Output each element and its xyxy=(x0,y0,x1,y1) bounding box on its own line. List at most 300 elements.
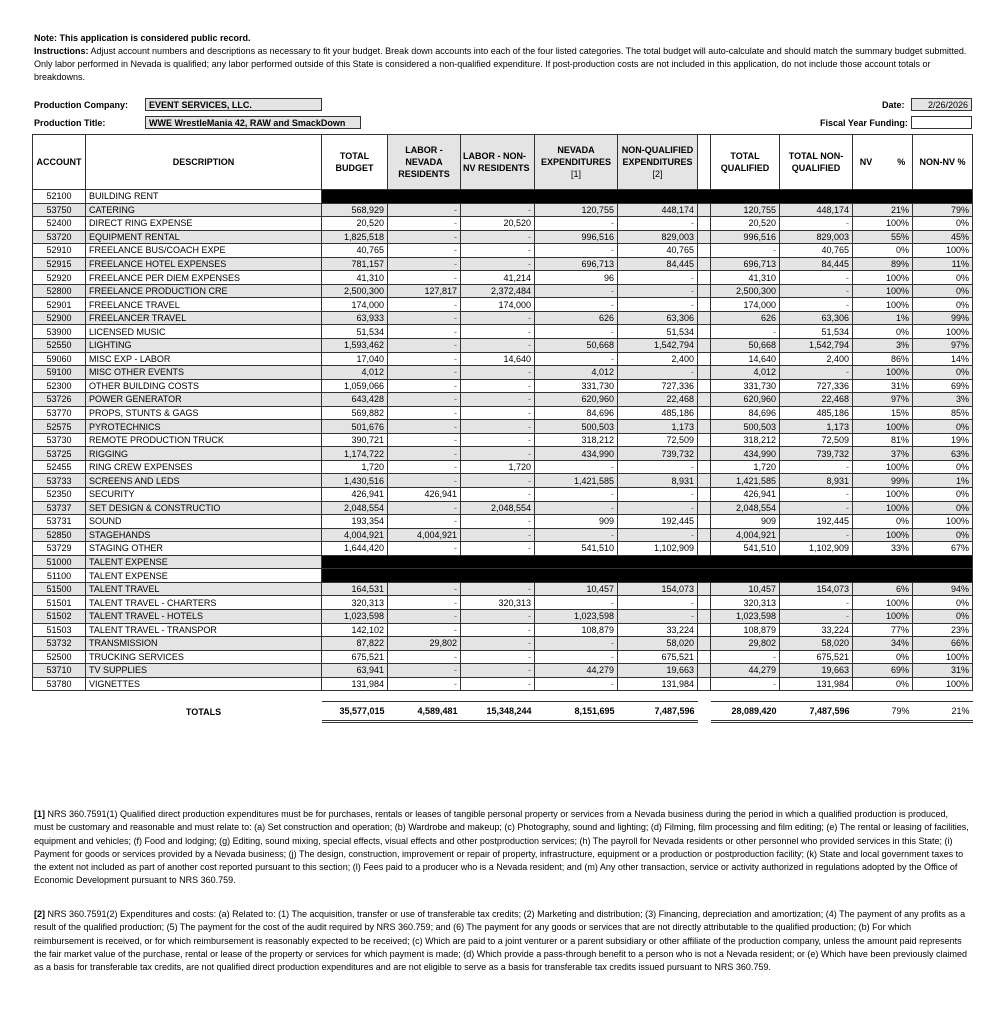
cell-labor-nevada[interactable]: - xyxy=(388,664,461,678)
cell-total-non-qualified[interactable]: 192,445 xyxy=(780,515,853,529)
cell-description[interactable]: TV SUPPLIES xyxy=(86,664,322,678)
cell-non-qualified-expenditures[interactable]: 1,173 xyxy=(618,420,698,434)
cell-non-qualified-expenditures[interactable]: 448,174 xyxy=(618,203,698,217)
cell-total-qualified[interactable]: 331,730 xyxy=(711,379,780,393)
cell-total-budget[interactable]: 87,822 xyxy=(322,637,388,651)
cell-non-nv-pct[interactable]: 100% xyxy=(913,244,973,258)
cell-nv-pct[interactable]: 100% xyxy=(853,501,913,515)
cell-nv-pct[interactable]: 37% xyxy=(853,447,913,461)
cell-total-budget[interactable]: 390,721 xyxy=(322,433,388,447)
cell-total-qualified[interactable]: 41,310 xyxy=(711,271,780,285)
cell-account[interactable]: 53770 xyxy=(33,406,86,420)
cell-total-non-qualified[interactable]: - xyxy=(780,609,853,623)
cell-description[interactable]: OTHER BUILDING COSTS xyxy=(86,379,322,393)
cell-total-non-qualified[interactable]: 2,400 xyxy=(780,352,853,366)
cell-total-budget[interactable]: 1,644,420 xyxy=(322,542,388,556)
cell-nevada-expenditures[interactable]: 84,696 xyxy=(535,406,618,420)
cell-description[interactable]: TRANSMISSION xyxy=(86,637,322,651)
cell-total-qualified[interactable]: 1,421,585 xyxy=(711,474,780,488)
date-field[interactable]: 2/26/2026 xyxy=(911,98,972,111)
cell-total-non-qualified[interactable]: - xyxy=(780,460,853,474)
cell-total-budget[interactable]: 20,520 xyxy=(322,217,388,231)
cell-labor-non-nv[interactable]: - xyxy=(461,325,535,339)
cell-description[interactable]: STAGING OTHER xyxy=(86,542,322,556)
cell-account[interactable]: 52550 xyxy=(33,339,86,353)
cell-total-qualified[interactable]: 626 xyxy=(711,311,780,325)
cell-nv-pct[interactable]: 89% xyxy=(853,257,913,271)
cell-labor-non-nv[interactable]: - xyxy=(461,488,535,502)
cell-total-budget[interactable]: 41,310 xyxy=(322,271,388,285)
cell-total-non-qualified[interactable]: 72,509 xyxy=(780,433,853,447)
cell-account[interactable]: 53730 xyxy=(33,433,86,447)
cell-account[interactable]: 53732 xyxy=(33,637,86,651)
cell-labor-non-nv[interactable]: - xyxy=(461,677,535,691)
cell-total-qualified[interactable]: - xyxy=(711,325,780,339)
cell-total-non-qualified[interactable]: 1,102,909 xyxy=(780,542,853,556)
cell-labor-non-nv[interactable]: 41,214 xyxy=(461,271,535,285)
cell-non-qualified-expenditures[interactable]: 829,003 xyxy=(618,230,698,244)
cell-account[interactable]: 53725 xyxy=(33,447,86,461)
cell-total-non-qualified[interactable]: 33,224 xyxy=(780,623,853,637)
cell-labor-nevada[interactable]: - xyxy=(388,474,461,488)
cell-nv-pct[interactable]: 81% xyxy=(853,433,913,447)
cell-account[interactable]: 52500 xyxy=(33,650,86,664)
cell-total-non-qualified[interactable]: 739,732 xyxy=(780,447,853,461)
cell-non-nv-pct[interactable]: 1% xyxy=(913,474,973,488)
cell-labor-nevada[interactable]: - xyxy=(388,339,461,353)
cell-labor-non-nv[interactable]: - xyxy=(461,447,535,461)
cell-nevada-expenditures[interactable]: 1,421,585 xyxy=(535,474,618,488)
cell-nevada-expenditures[interactable]: - xyxy=(535,677,618,691)
cell-non-qualified-expenditures[interactable]: 727,336 xyxy=(618,379,698,393)
cell-total-qualified[interactable]: 14,640 xyxy=(711,352,780,366)
cell-nevada-expenditures[interactable]: 331,730 xyxy=(535,379,618,393)
cell-account[interactable]: 53729 xyxy=(33,542,86,556)
cell-labor-non-nv[interactable]: 2,048,554 xyxy=(461,501,535,515)
cell-labor-nevada[interactable]: - xyxy=(388,352,461,366)
cell-non-qualified-expenditures[interactable]: 1,542,794 xyxy=(618,339,698,353)
cell-nevada-expenditures[interactable]: 108,879 xyxy=(535,623,618,637)
cell-non-nv-pct[interactable]: 0% xyxy=(913,460,973,474)
cell-total-budget[interactable]: 17,040 xyxy=(322,352,388,366)
cell-total-budget[interactable]: 174,000 xyxy=(322,298,388,312)
cell-total-qualified[interactable]: 1,023,598 xyxy=(711,609,780,623)
cell-total-budget[interactable]: 164,531 xyxy=(322,582,388,596)
cell-total-qualified[interactable]: 996,516 xyxy=(711,230,780,244)
cell-labor-nevada[interactable]: - xyxy=(388,230,461,244)
cell-total-non-qualified[interactable]: - xyxy=(780,596,853,610)
cell-total-qualified[interactable]: 50,668 xyxy=(711,339,780,353)
cell-nv-pct[interactable]: 100% xyxy=(853,609,913,623)
cell-total-qualified[interactable]: 10,457 xyxy=(711,582,780,596)
cell-non-qualified-expenditures[interactable]: 51,534 xyxy=(618,325,698,339)
cell-non-nv-pct[interactable]: 14% xyxy=(913,352,973,366)
cell-nv-pct[interactable]: 86% xyxy=(853,352,913,366)
cell-nevada-expenditures[interactable]: 96 xyxy=(535,271,618,285)
cell-labor-non-nv[interactable]: - xyxy=(461,339,535,353)
cell-total-qualified[interactable]: 320,313 xyxy=(711,596,780,610)
cell-total-qualified[interactable]: 4,004,921 xyxy=(711,528,780,542)
cell-nv-pct[interactable]: 100% xyxy=(853,596,913,610)
cell-account[interactable]: 51500 xyxy=(33,582,86,596)
cell-non-qualified-expenditures[interactable]: 84,445 xyxy=(618,257,698,271)
cell-non-qualified-expenditures[interactable]: - xyxy=(618,609,698,623)
cell-nv-pct[interactable]: 1% xyxy=(853,311,913,325)
cell-non-qualified-expenditures[interactable]: 1,102,909 xyxy=(618,542,698,556)
cell-non-nv-pct[interactable]: 0% xyxy=(913,528,973,542)
cell-non-nv-pct[interactable]: 0% xyxy=(913,488,973,502)
cell-total-qualified[interactable]: - xyxy=(711,244,780,258)
cell-total-qualified[interactable]: 20,520 xyxy=(711,217,780,231)
cell-total-non-qualified[interactable]: 829,003 xyxy=(780,230,853,244)
cell-labor-nevada[interactable]: - xyxy=(388,582,461,596)
cell-labor-nevada[interactable]: 426,941 xyxy=(388,488,461,502)
cell-non-nv-pct[interactable]: 0% xyxy=(913,596,973,610)
cell-labor-non-nv[interactable]: - xyxy=(461,637,535,651)
cell-account[interactable]: 53737 xyxy=(33,501,86,515)
cell-nevada-expenditures[interactable]: - xyxy=(535,650,618,664)
cell-non-qualified-expenditures[interactable]: 19,663 xyxy=(618,664,698,678)
cell-non-nv-pct[interactable]: 0% xyxy=(913,271,973,285)
cell-non-nv-pct[interactable]: 45% xyxy=(913,230,973,244)
cell-labor-non-nv[interactable]: - xyxy=(461,650,535,664)
cell-nevada-expenditures[interactable]: 10,457 xyxy=(535,582,618,596)
cell-total-qualified[interactable]: 541,510 xyxy=(711,542,780,556)
cell-nevada-expenditures[interactable]: - xyxy=(535,637,618,651)
cell-nv-pct[interactable]: 6% xyxy=(853,582,913,596)
cell-account[interactable]: 53710 xyxy=(33,664,86,678)
cell-account[interactable]: 52910 xyxy=(33,244,86,258)
cell-total-qualified[interactable]: - xyxy=(711,677,780,691)
cell-account[interactable]: 52400 xyxy=(33,217,86,231)
cell-description[interactable]: TALENT TRAVEL - TRANSPOR xyxy=(86,623,322,637)
cell-non-nv-pct[interactable]: 11% xyxy=(913,257,973,271)
cell-nv-pct[interactable]: 97% xyxy=(853,393,913,407)
cell-total-budget[interactable]: 569,882 xyxy=(322,406,388,420)
cell-total-budget[interactable]: 193,354 xyxy=(322,515,388,529)
cell-total-budget[interactable]: 2,048,554 xyxy=(322,501,388,515)
cell-labor-nevada[interactable]: - xyxy=(388,515,461,529)
cell-total-non-qualified[interactable]: 1,542,794 xyxy=(780,339,853,353)
cell-non-nv-pct[interactable]: 23% xyxy=(913,623,973,637)
cell-nv-pct[interactable]: 3% xyxy=(853,339,913,353)
cell-total-qualified[interactable]: 120,755 xyxy=(711,203,780,217)
cell-total-qualified[interactable]: 426,941 xyxy=(711,488,780,502)
cell-description[interactable]: FREELANCE PRODUCTION CRE xyxy=(86,284,322,298)
cell-nv-pct[interactable]: 100% xyxy=(853,217,913,231)
cell-description[interactable]: TALENT TRAVEL - CHARTERS xyxy=(86,596,322,610)
cell-non-nv-pct[interactable]: 31% xyxy=(913,664,973,678)
cell-total-budget[interactable]: 501,676 xyxy=(322,420,388,434)
cell-total-qualified[interactable]: - xyxy=(711,650,780,664)
cell-total-budget[interactable]: 1,430,516 xyxy=(322,474,388,488)
cell-labor-non-nv[interactable]: - xyxy=(461,433,535,447)
cell-labor-nevada[interactable]: 4,004,921 xyxy=(388,528,461,542)
cell-account[interactable]: 51501 xyxy=(33,596,86,610)
cell-description[interactable]: EQUIPMENT RENTAL xyxy=(86,230,322,244)
cell-non-nv-pct[interactable]: 85% xyxy=(913,406,973,420)
cell-non-qualified-expenditures[interactable]: 131,984 xyxy=(618,677,698,691)
cell-total-non-qualified[interactable]: - xyxy=(780,217,853,231)
cell-account[interactable]: 52901 xyxy=(33,298,86,312)
cell-total-budget[interactable]: 63,941 xyxy=(322,664,388,678)
cell-labor-non-nv[interactable]: 2,372,484 xyxy=(461,284,535,298)
cell-description[interactable]: LIGHTING xyxy=(86,339,322,353)
cell-nv-pct[interactable]: 31% xyxy=(853,379,913,393)
cell-nv-pct[interactable]: 0% xyxy=(853,677,913,691)
cell-labor-nevada[interactable]: - xyxy=(388,366,461,380)
cell-total-budget[interactable]: 568,929 xyxy=(322,203,388,217)
cell-description[interactable]: TRUCKING SERVICES xyxy=(86,650,322,664)
cell-total-non-qualified[interactable]: - xyxy=(780,284,853,298)
cell-total-non-qualified[interactable]: 58,020 xyxy=(780,637,853,651)
cell-labor-non-nv[interactable]: 1,720 xyxy=(461,460,535,474)
cell-labor-nevada[interactable]: - xyxy=(388,420,461,434)
cell-total-budget[interactable]: 781,157 xyxy=(322,257,388,271)
cell-total-qualified[interactable]: 909 xyxy=(711,515,780,529)
cell-labor-non-nv[interactable]: - xyxy=(461,542,535,556)
cell-total-budget[interactable]: 1,593,462 xyxy=(322,339,388,353)
cell-description[interactable]: FREELANCE HOTEL EXPENSES xyxy=(86,257,322,271)
cell-nevada-expenditures[interactable]: 909 xyxy=(535,515,618,529)
cell-total-non-qualified[interactable]: 19,663 xyxy=(780,664,853,678)
cell-total-budget[interactable]: 131,984 xyxy=(322,677,388,691)
cell-account[interactable]: 51503 xyxy=(33,623,86,637)
cell-description[interactable]: REMOTE PRODUCTION TRUCK xyxy=(86,433,322,447)
cell-account[interactable]: 53720 xyxy=(33,230,86,244)
cell-labor-nevada[interactable]: - xyxy=(388,623,461,637)
cell-total-non-qualified[interactable]: 8,931 xyxy=(780,474,853,488)
cell-non-nv-pct[interactable]: 97% xyxy=(913,339,973,353)
cell-description[interactable]: POWER GENERATOR xyxy=(86,393,322,407)
cell-description[interactable]: VIGNETTES xyxy=(86,677,322,691)
cell-nevada-expenditures[interactable]: 50,668 xyxy=(535,339,618,353)
cell-non-nv-pct[interactable]: 0% xyxy=(913,609,973,623)
cell-total-qualified[interactable]: 108,879 xyxy=(711,623,780,637)
cell-account[interactable]: 52850 xyxy=(33,528,86,542)
cell-total-qualified[interactable]: 174,000 xyxy=(711,298,780,312)
cell-description[interactable]: DIRECT RING EXPENSE xyxy=(86,217,322,231)
cell-total-qualified[interactable]: 44,279 xyxy=(711,664,780,678)
cell-nevada-expenditures[interactable]: - xyxy=(535,298,618,312)
cell-account[interactable]: 52900 xyxy=(33,311,86,325)
cell-nevada-expenditures[interactable]: 1,023,598 xyxy=(535,609,618,623)
cell-nevada-expenditures[interactable]: 996,516 xyxy=(535,230,618,244)
cell-non-nv-pct[interactable]: 67% xyxy=(913,542,973,556)
cell-nevada-expenditures[interactable]: - xyxy=(535,325,618,339)
cell-account[interactable]: 53750 xyxy=(33,203,86,217)
cell-description[interactable]: SET DESIGN & CONSTRUCTIO xyxy=(86,501,322,515)
cell-labor-nevada[interactable]: - xyxy=(388,650,461,664)
cell-account[interactable]: 53731 xyxy=(33,515,86,529)
cell-description[interactable]: BUILDING RENT xyxy=(86,190,322,204)
cell-labor-nevada[interactable]: - xyxy=(388,311,461,325)
cell-total-budget[interactable]: 4,012 xyxy=(322,366,388,380)
cell-nv-pct[interactable]: 0% xyxy=(853,515,913,529)
cell-non-qualified-expenditures[interactable]: - xyxy=(618,488,698,502)
cell-non-nv-pct[interactable]: 0% xyxy=(913,284,973,298)
cell-account[interactable]: 53726 xyxy=(33,393,86,407)
cell-account[interactable]: 59100 xyxy=(33,366,86,380)
cell-total-budget[interactable]: 1,720 xyxy=(322,460,388,474)
cell-description[interactable]: FREELANCE TRAVEL xyxy=(86,298,322,312)
cell-labor-non-nv[interactable]: - xyxy=(461,366,535,380)
cell-description[interactable]: RIGGING xyxy=(86,447,322,461)
cell-non-qualified-expenditures[interactable]: - xyxy=(618,366,698,380)
cell-total-budget[interactable]: 320,313 xyxy=(322,596,388,610)
cell-total-non-qualified[interactable]: - xyxy=(780,298,853,312)
cell-labor-nevada[interactable]: - xyxy=(388,203,461,217)
cell-non-qualified-expenditures[interactable]: 22,468 xyxy=(618,393,698,407)
cell-account[interactable]: 51502 xyxy=(33,609,86,623)
cell-nevada-expenditures[interactable]: 120,755 xyxy=(535,203,618,217)
cell-description[interactable]: PYROTECHNICS xyxy=(86,420,322,434)
cell-total-non-qualified[interactable]: 448,174 xyxy=(780,203,853,217)
cell-labor-nevada[interactable]: - xyxy=(388,542,461,556)
cell-total-budget[interactable]: 51,534 xyxy=(322,325,388,339)
cell-description[interactable]: TALENT EXPENSE xyxy=(86,569,322,583)
cell-total-budget[interactable]: 4,004,921 xyxy=(322,528,388,542)
cell-description[interactable]: PROPS, STUNTS & GAGS xyxy=(86,406,322,420)
cell-nevada-expenditures[interactable]: - xyxy=(535,488,618,502)
cell-non-qualified-expenditures[interactable]: 154,073 xyxy=(618,582,698,596)
cell-non-qualified-expenditures[interactable]: - xyxy=(618,528,698,542)
cell-total-budget[interactable]: 2,500,300 xyxy=(322,284,388,298)
cell-nevada-expenditures[interactable]: - xyxy=(535,217,618,231)
cell-nevada-expenditures[interactable]: - xyxy=(535,284,618,298)
cell-nv-pct[interactable]: 100% xyxy=(853,298,913,312)
cell-nv-pct[interactable]: 100% xyxy=(853,420,913,434)
cell-labor-non-nv[interactable]: - xyxy=(461,406,535,420)
cell-nv-pct[interactable]: 100% xyxy=(853,284,913,298)
cell-total-qualified[interactable]: 434,990 xyxy=(711,447,780,461)
cell-labor-non-nv[interactable]: - xyxy=(461,582,535,596)
cell-labor-nevada[interactable]: 127,817 xyxy=(388,284,461,298)
cell-total-non-qualified[interactable]: 675,521 xyxy=(780,650,853,664)
cell-nevada-expenditures[interactable]: 44,279 xyxy=(535,664,618,678)
cell-total-non-qualified[interactable]: 40,765 xyxy=(780,244,853,258)
cell-nv-pct[interactable]: 100% xyxy=(853,528,913,542)
cell-nevada-expenditures[interactable]: - xyxy=(535,596,618,610)
cell-labor-nevada[interactable]: - xyxy=(388,271,461,285)
cell-description[interactable]: TALENT EXPENSE xyxy=(86,555,322,569)
cell-total-non-qualified[interactable]: 22,468 xyxy=(780,393,853,407)
cell-labor-non-nv[interactable]: - xyxy=(461,393,535,407)
cell-description[interactable]: SECURITY xyxy=(86,488,322,502)
cell-nv-pct[interactable]: 100% xyxy=(853,366,913,380)
cell-non-nv-pct[interactable]: 0% xyxy=(913,366,973,380)
cell-account[interactable]: 52800 xyxy=(33,284,86,298)
cell-account[interactable]: 53733 xyxy=(33,474,86,488)
cell-non-nv-pct[interactable]: 100% xyxy=(913,677,973,691)
cell-non-qualified-expenditures[interactable]: 739,732 xyxy=(618,447,698,461)
cell-labor-non-nv[interactable]: - xyxy=(461,203,535,217)
cell-labor-nevada[interactable]: - xyxy=(388,217,461,231)
cell-account[interactable]: 52350 xyxy=(33,488,86,502)
cell-nevada-expenditures[interactable]: 626 xyxy=(535,311,618,325)
cell-total-qualified[interactable]: 84,696 xyxy=(711,406,780,420)
cell-non-qualified-expenditures[interactable]: 58,020 xyxy=(618,637,698,651)
cell-total-budget[interactable]: 1,174,722 xyxy=(322,447,388,461)
cell-total-budget[interactable]: 40,765 xyxy=(322,244,388,258)
fiscal-year-funding-field[interactable] xyxy=(911,116,972,129)
cell-labor-nevada[interactable]: - xyxy=(388,325,461,339)
cell-non-nv-pct[interactable]: 0% xyxy=(913,298,973,312)
cell-non-nv-pct[interactable]: 19% xyxy=(913,433,973,447)
cell-description[interactable]: FREELANCE BUS/COACH EXPE xyxy=(86,244,322,258)
cell-account[interactable]: 52920 xyxy=(33,271,86,285)
cell-nevada-expenditures[interactable]: - xyxy=(535,460,618,474)
cell-non-qualified-expenditures[interactable]: 8,931 xyxy=(618,474,698,488)
cell-labor-non-nv[interactable]: 320,313 xyxy=(461,596,535,610)
cell-labor-non-nv[interactable]: 20,520 xyxy=(461,217,535,231)
cell-description[interactable]: FREELANCE PER DIEM EXPENSES xyxy=(86,271,322,285)
cell-non-nv-pct[interactable]: 99% xyxy=(913,311,973,325)
cell-labor-non-nv[interactable]: - xyxy=(461,664,535,678)
cell-nv-pct[interactable]: 77% xyxy=(853,623,913,637)
cell-non-qualified-expenditures[interactable]: - xyxy=(618,596,698,610)
cell-non-nv-pct[interactable]: 0% xyxy=(913,420,973,434)
cell-description[interactable]: TALENT TRAVEL - HOTELS xyxy=(86,609,322,623)
cell-non-nv-pct[interactable]: 0% xyxy=(913,501,973,515)
cell-total-non-qualified[interactable]: - xyxy=(780,501,853,515)
cell-nevada-expenditures[interactable]: 620,960 xyxy=(535,393,618,407)
cell-description[interactable]: FREELANCER TRAVEL xyxy=(86,311,322,325)
cell-labor-nevada[interactable]: - xyxy=(388,244,461,258)
cell-total-budget[interactable]: 1,023,598 xyxy=(322,609,388,623)
cell-nevada-expenditures[interactable]: - xyxy=(535,244,618,258)
cell-nevada-expenditures[interactable]: 541,510 xyxy=(535,542,618,556)
cell-labor-nevada[interactable]: - xyxy=(388,596,461,610)
cell-account[interactable]: 52100 xyxy=(33,190,86,204)
cell-non-nv-pct[interactable]: 69% xyxy=(913,379,973,393)
cell-non-qualified-expenditures[interactable]: - xyxy=(618,217,698,231)
cell-non-nv-pct[interactable]: 100% xyxy=(913,325,973,339)
cell-nevada-expenditures[interactable]: 4,012 xyxy=(535,366,618,380)
cell-non-qualified-expenditures[interactable]: 33,224 xyxy=(618,623,698,637)
cell-non-qualified-expenditures[interactable]: 485,186 xyxy=(618,406,698,420)
cell-nevada-expenditures[interactable]: 500,503 xyxy=(535,420,618,434)
cell-account[interactable]: 59060 xyxy=(33,352,86,366)
cell-labor-nevada[interactable]: - xyxy=(388,298,461,312)
cell-account[interactable]: 52455 xyxy=(33,460,86,474)
cell-labor-non-nv[interactable]: - xyxy=(461,528,535,542)
cell-total-qualified[interactable]: 696,713 xyxy=(711,257,780,271)
cell-total-qualified[interactable]: 2,500,300 xyxy=(711,284,780,298)
cell-description[interactable]: TALENT TRAVEL xyxy=(86,582,322,596)
cell-total-budget[interactable]: 63,933 xyxy=(322,311,388,325)
cell-description[interactable]: LICENSED MUSIC xyxy=(86,325,322,339)
cell-non-nv-pct[interactable]: 100% xyxy=(913,650,973,664)
cell-description[interactable]: MISC EXP - LABOR xyxy=(86,352,322,366)
cell-total-qualified[interactable]: 2,048,554 xyxy=(711,501,780,515)
cell-non-qualified-expenditures[interactable]: 675,521 xyxy=(618,650,698,664)
cell-labor-non-nv[interactable]: - xyxy=(461,515,535,529)
cell-labor-non-nv[interactable]: - xyxy=(461,230,535,244)
cell-description[interactable]: SCREENS AND LEDS xyxy=(86,474,322,488)
cell-nv-pct[interactable]: 55% xyxy=(853,230,913,244)
cell-labor-nevada[interactable]: - xyxy=(388,406,461,420)
cell-labor-non-nv[interactable]: - xyxy=(461,244,535,258)
cell-non-qualified-expenditures[interactable]: - xyxy=(618,501,698,515)
production-company-field[interactable]: EVENT SERVICES, LLC. xyxy=(145,98,322,111)
cell-total-qualified[interactable]: 318,212 xyxy=(711,433,780,447)
cell-labor-nevada[interactable]: - xyxy=(388,257,461,271)
cell-non-nv-pct[interactable]: 79% xyxy=(913,203,973,217)
cell-non-nv-pct[interactable]: 100% xyxy=(913,515,973,529)
cell-non-qualified-expenditures[interactable]: - xyxy=(618,284,698,298)
cell-nevada-expenditures[interactable]: - xyxy=(535,352,618,366)
